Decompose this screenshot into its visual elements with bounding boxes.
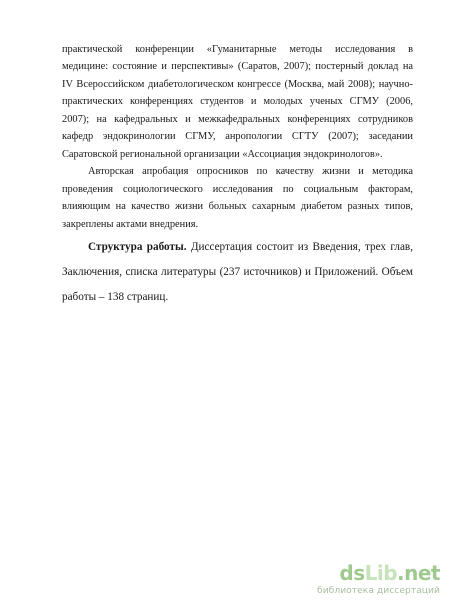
text-line: 2007); на кафедральных и межкафедральных конференциях сотрудников (62, 114, 413, 125)
text-line: практической конференции «Гуманитарные методы исследования в (62, 44, 413, 55)
text-line: IV Всероссийском диабетологическом конгрессе (Москва, май 2008); научно- (62, 79, 413, 90)
logo-net: .net (397, 561, 440, 585)
section-heading: Структура работы. (88, 241, 187, 253)
text-line: работы – 138 страниц. (62, 291, 169, 303)
text-line: влияющим на качество жизни больных сахарным диабетом разных типов, (62, 201, 413, 212)
text-line: медицине: состояние и перспективы» (Саратов, 2007); постерный доклад на (62, 61, 413, 72)
dslib-watermark (310, 562, 440, 596)
text-line: Авторская апробация опросников по качеству жизни и методика (88, 166, 413, 177)
text-span: Диссертация состоит из Введения, трех глав, (186, 241, 414, 253)
text-line: закреплены актами внедрения. (62, 219, 199, 230)
text-line: кафедр эндокринологии СГМУ, анропологии СГТУ (2007); заседании (62, 131, 413, 142)
text-line: Саратовской региональной организации «Ассоциация эндокринологов». (62, 149, 383, 160)
dslib-logo (310, 562, 440, 584)
watermark-subtitle: библиотека диссертаций (317, 585, 440, 596)
text-line: проведения социологического исследования по социальным факторам, (62, 184, 413, 195)
structure-paragraph-line (88, 241, 413, 254)
logo-ds: ds (339, 561, 365, 585)
text-line: практических конференциях студентов и молодых ученых СГМУ (2006, (62, 96, 413, 107)
logo-lib: Lib (364, 561, 398, 585)
text-line: Заключения, списка литературы (237 источников) и Приложений. Объем (62, 266, 413, 278)
